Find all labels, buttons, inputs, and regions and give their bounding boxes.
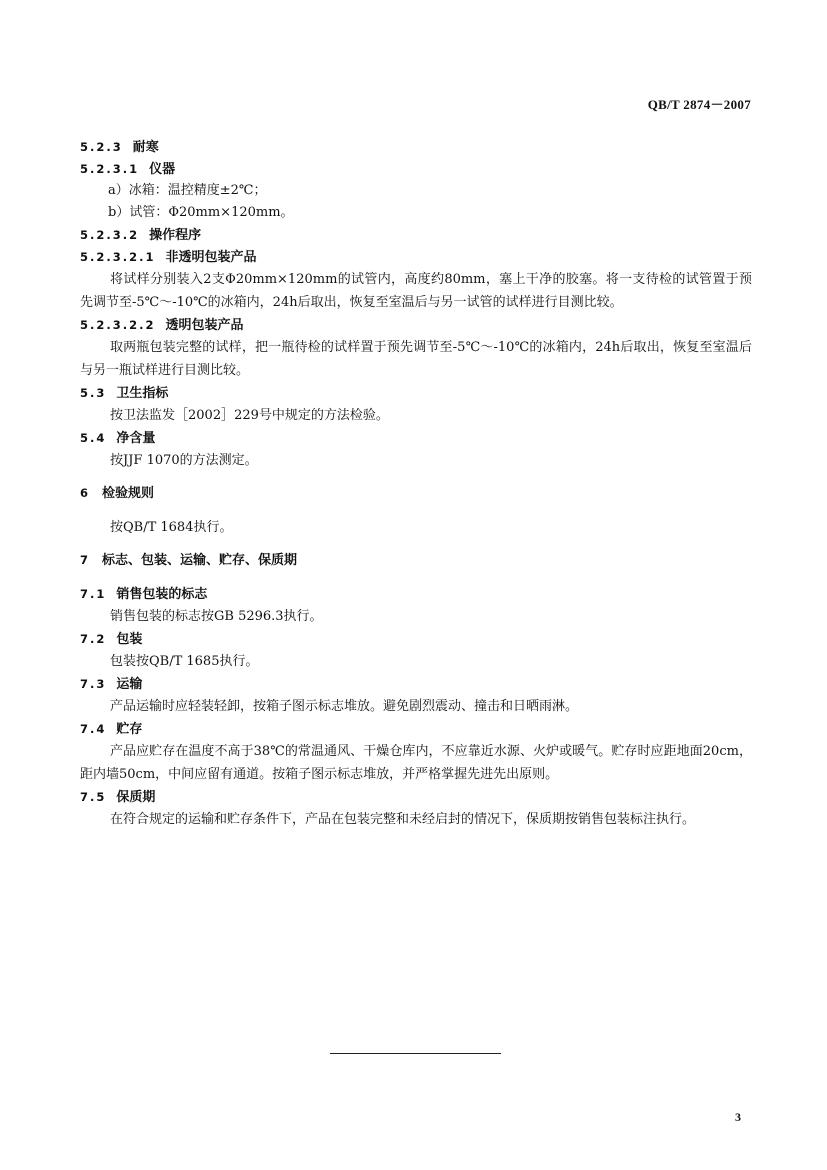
section-heading: 5.3 卫生指标 [80,386,169,401]
page-number: 3 [735,1110,741,1124]
end-rule [330,1053,501,1054]
document-body [80,136,752,831]
section-heading: 7.3 运输 [80,677,143,692]
paragraph: 取两瓶包装完整的试样，把一瓶待检的试样置于预先调节至-5℃～-10℃的冰箱内，24h后取出，恢复至室温后与另一瓶试样进行目测比较。 [80,340,752,378]
section-heading: 7.5 保质期 [80,790,156,805]
standard-code: QB/T 2874－2007 [647,97,751,112]
section-heading: 5.2.3.1 仪器 [80,162,176,177]
paragraph: 产品应贮存在温度不高于38℃的常温通风、干燥仓库内，不应靠近水源、火炉或暖气。贮存时应距地面20cm，距内墙50cm，中间应留有通道。按箱子图示标志堆放，并严格掌握先进先出原则。 [80,744,752,782]
paragraph: 包装按QB/T 1685执行。 [110,654,259,669]
paragraph: 按JJF 1070的方法测定。 [110,453,258,468]
chapter-heading: 7 标志、包装、运输、贮存、保质期 [80,553,298,568]
section-heading: 7.1 销售包装的标志 [80,587,208,602]
paragraph: 销售包装的标志按GB 5296.3执行。 [110,609,323,624]
section-heading: 7.2 包装 [80,632,143,647]
section-heading: 5.4 净含量 [80,431,156,446]
list-item: a）冰箱：温控精度±2℃； [108,183,267,198]
section-heading: 5.2.3 耐寒 [80,140,159,155]
section-heading: 5.2.3.2 操作程序 [80,228,202,243]
section-heading: 5.2.3.2.2 透明包装产品 [80,318,244,333]
paragraph: 产品运输时应轻装轻卸，按箱子图示标志堆放。避免剧烈震动、撞击和日晒雨淋。 [110,699,579,714]
section-heading: 7.4 贮存 [80,722,143,737]
section-heading: 5.2.3.2.1 非透明包装产品 [80,250,257,265]
paragraph: 按卫法监发［2002］229号中规定的方法检验。 [110,408,389,423]
paragraph: 在符合规定的运输和贮存条件下，产品在包装完整和未经启封的情况下，保质期按销售包装标注执行。 [110,812,696,827]
chapter-heading: 6 检验规则 [80,486,155,501]
paragraph: 按QB/T 1684执行。 [110,520,233,535]
paragraph: 将试样分别装入2支Φ20mm×120mm的试管内，高度约80mm，塞上干净的胶塞。将一支待检的试管置于预先调节至-5℃～-10℃的冰箱内，24h后取出，恢复至室温后与另一试管的试样进行目测比较。 [80,272,752,310]
list-item: b）试管：Φ20mm×120mm。 [108,205,294,220]
